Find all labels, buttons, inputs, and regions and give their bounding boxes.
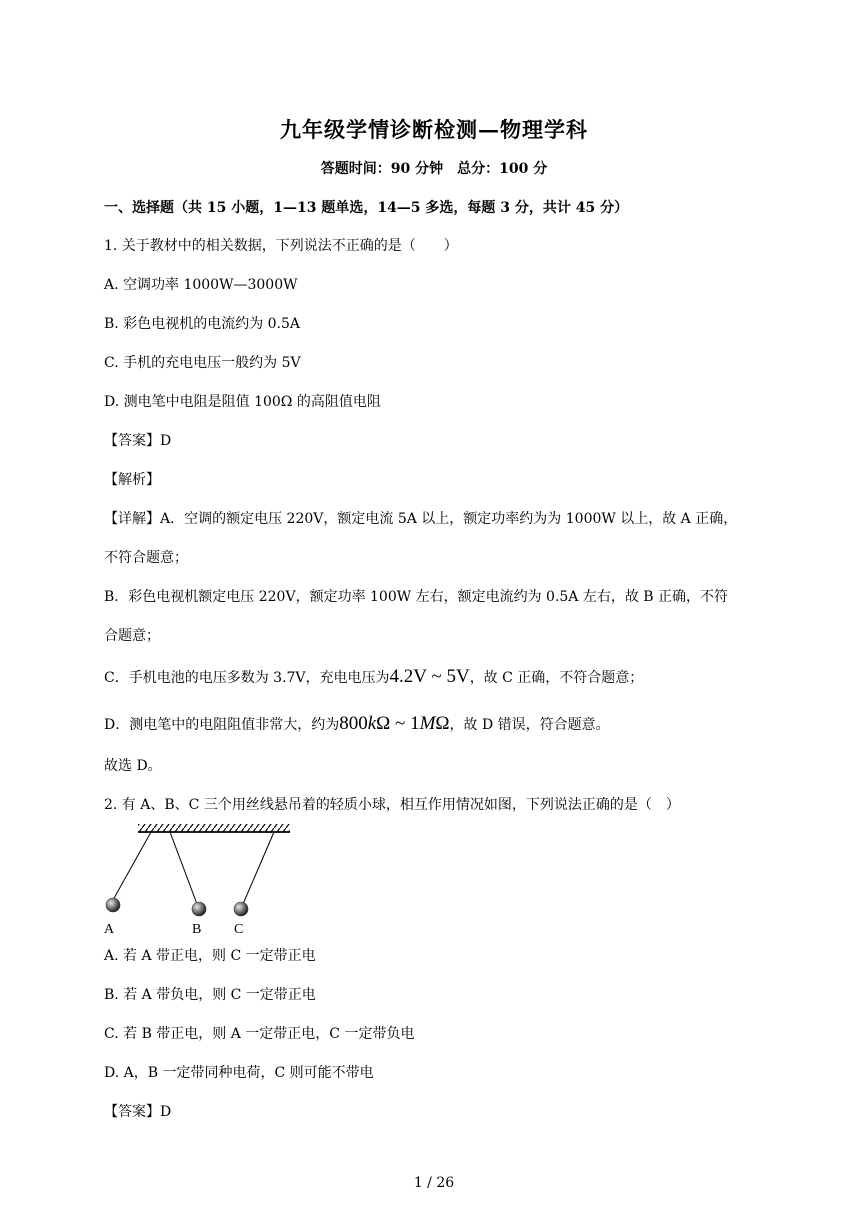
ceiling-hatch — [138, 824, 290, 832]
question-1-analysis-label: 【解析】 — [104, 472, 160, 488]
formula-mega: M — [419, 713, 436, 734]
question-1-conclusion: 故选 D。 — [104, 758, 162, 774]
ball-b — [192, 902, 206, 916]
page-number: 1 / 26 — [413, 1175, 455, 1191]
question-1-detail-a-cont: 不符合题意； — [104, 550, 188, 566]
question-1-option-c: C. 手机的充电电压一般约为 5V — [104, 355, 301, 371]
question-1-option-d: D. 测电笔中电阻是阻值 100Ω 的高阻值电阻 — [104, 394, 381, 410]
question-2-option-d: D. A，B 一定带同种电荷，C 则可能不带电 — [104, 1065, 374, 1081]
question-2-option-c: C. 若 B 带正电，则 A 一定带正电，C 一定带负电 — [104, 1026, 415, 1042]
formula-ohm: Ω — [435, 713, 450, 734]
voltage-range-formula: 4.2V ~ 5V — [389, 666, 470, 687]
formula-number: 800 — [339, 713, 368, 734]
detail-d-text: D．测电笔中的电阻阻值非常大，约为 — [104, 717, 340, 733]
label-b: B — [192, 922, 202, 937]
detail-d-tail: ，故 D 错误，符合题意。 — [449, 717, 610, 733]
label-c: C — [234, 922, 244, 937]
question-1-answer: 【答案】D — [104, 433, 172, 449]
question-2-answer: 【答案】D — [104, 1104, 172, 1120]
question-1-option-a: A. 空调功率 1000W—3000W — [104, 277, 298, 293]
detail-c-tail: ，故 C 正确，不符合题意； — [469, 670, 644, 686]
formula-mid: Ω ~ 1 — [376, 713, 420, 734]
page-title: 九年级学情诊断检测—物理学科 — [280, 117, 588, 142]
question-2-stem: 2. 有 A、B、C 三个用丝线悬吊着的轻质小球，相互作用情况如图，下列说法正确的是（ ） — [104, 797, 680, 813]
thread-b — [170, 832, 197, 904]
formula-kilo: k — [367, 713, 377, 734]
question-2-option-a: A. 若 A 带正电，则 C 一定带正电 — [104, 948, 316, 964]
question-1-detail-b-cont: 合题意； — [104, 628, 160, 644]
ball-a — [106, 898, 120, 912]
question-1-detail-a: 【详解】A．空调的额定电压 220V，额定电流 5A 以上，额定功率约为为 1000W 以上，故 A 正确， — [104, 511, 738, 527]
exam-info: 答题时间：90 分钟 总分：100 分 — [320, 161, 548, 177]
question-2-option-b: B. 若 A 带负电，则 C 一定带正电 — [104, 987, 316, 1003]
resistance-range-formula — [339, 713, 449, 734]
hanging-balls-figure — [100, 820, 300, 940]
thread-a — [113, 832, 151, 900]
question-1-detail-b: B．彩色电视机额定电压 220V，额定功率 100W 左右，额定电流约为 0.5A 左右，故 B 正确，不符 — [104, 589, 729, 605]
question-1-stem: 1. 关于教材中的相关数据，下列说法不正确的是（ ） — [104, 238, 458, 254]
section-heading: 一、选择题（共 15 小题，1—13 题单选，14—5 多选，每题 3 分，共计 45 分） — [104, 200, 629, 216]
question-1-option-b: B. 彩色电视机的电流约为 0.5A — [104, 316, 301, 332]
question-1-detail-c — [104, 667, 643, 688]
question-1-detail-d — [104, 714, 610, 735]
thread-c — [243, 832, 274, 904]
label-a: A — [104, 922, 115, 937]
detail-c-text: C．手机电池的电压多数为 3.7V，充电电压为 — [104, 670, 390, 686]
ball-c — [234, 902, 248, 916]
